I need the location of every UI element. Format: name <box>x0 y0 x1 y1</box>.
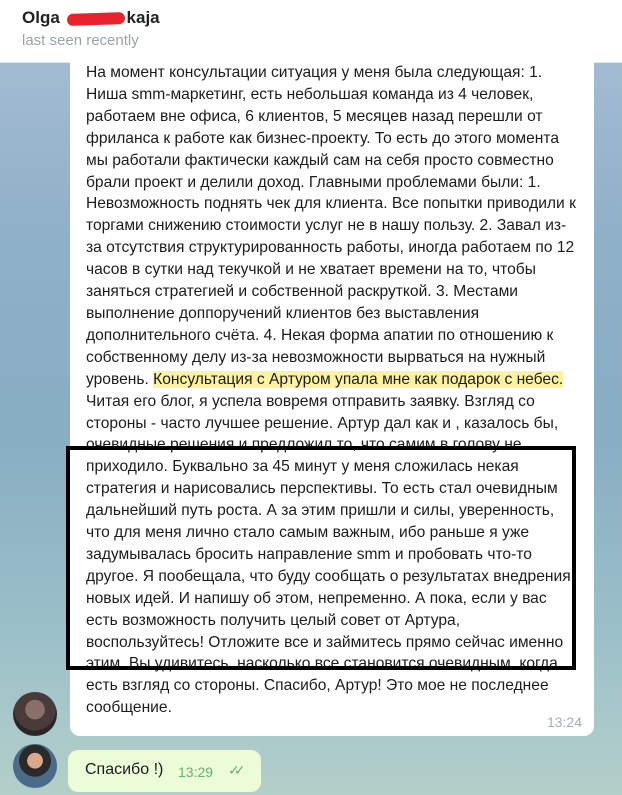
contact-first-name: Olga <box>22 8 60 27</box>
reply-time: 13:29 <box>178 764 214 780</box>
redaction-mark <box>66 12 124 26</box>
double-check-icon: ✓✓ <box>228 762 240 778</box>
contact-avatar[interactable] <box>13 692 57 736</box>
message-text-before: На момент консультации ситуация у меня была следующая: 1. Ниша smm-маркетинг, есть небольшая команда из 4 человек, работаем вне офиса, 6 клиентов, 5 месяцев назад перешли от фриланса к работе как бизнес-проекту. То есть до этого момента мы работали фактически каждый сам на себя просто совместно брали проект и делили доход. Главными проблемами были: 1. Невозможность поднять чек для клиента. Все попытки приводили к торгами снижению стоимости услуг не в нашу пользу. 2. Завал из-за отсутствия структурированность работы, иногда работаем по 12 часов в сутки над текучкой и не хватает времени на то, чтобы заняться стратегией и собственной раскруткой. 3. Местами выполнение доппоручений клиентов без выставления дополнительного счёта. 4. Некая форма апатии по отношению к собственному делу из-за невозможности вырваться на нужный уровень. <box>86 64 576 388</box>
annotation-box <box>66 446 576 670</box>
message-text-after: Читая его блог, я успела вовремя отправить заявку. Взгляд со стороны - часто лучшее решение. Артур дал как и , казалось бы, очевидные решения и предложил то, что самим в голову не приходило. Буквально за 45 минут у меня сложилась некая стратегия и нарисовались перспективы. То есть стал очевидным дальнейший путь роста. А за этим пришли и силы, уверенность, что для меня лично стало самым важным, ибо раньше я уже задумывалась бросить направление smm и пробовать что-то другое. Я пообещала, что буду сообщать о результатах внедрения новых идей. И напишу об этом, непременно. А пока, если у вас есть возможность получить целый совет от Артура, воспользуйтесь! Отложите все и займитесь прямо сейчас именно этим. Вы удивитесь, насколько все становится очевидным, когда есть взгляд со стороны. Спасибо, Артур! Это мое не последнее сообщение. <box>86 392 571 717</box>
user-avatar[interactable] <box>13 744 57 788</box>
outgoing-message-bubble[interactable] <box>68 750 261 792</box>
highlighted-text: Консультация с Артуром упала мне как подарок с небес. <box>153 370 564 388</box>
contact-status: last seen recently <box>22 32 139 49</box>
contact-name[interactable] <box>22 8 160 28</box>
contact-last-name: kaja <box>126 8 160 27</box>
message-time: 13:24 <box>546 714 582 730</box>
reply-text: Спасибо !) <box>85 761 164 778</box>
